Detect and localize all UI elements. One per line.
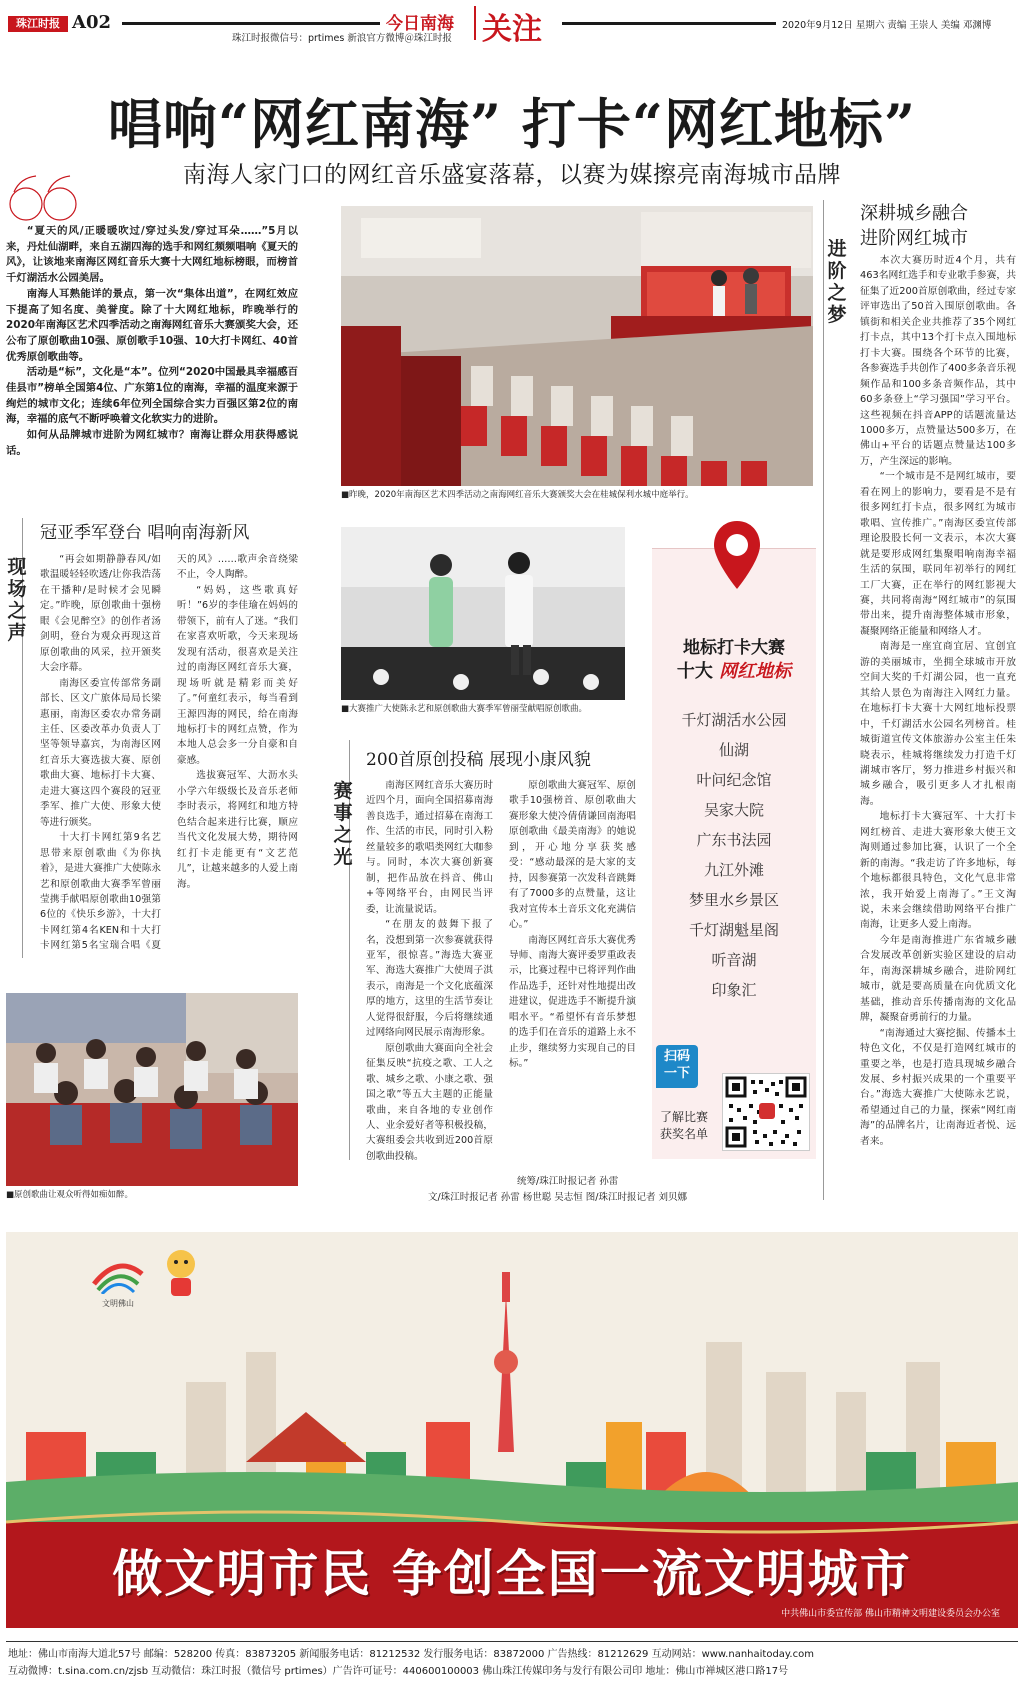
lead-paragraph: 南海人耳熟能详的景点，第一次“集体出道”，在网红效应下提高了知名度、美誉度。除了十大网红地标，昨晚举行的2020年南海区艺术四季活动之南海网红音乐大赛颁奖大会，还公布了原创歌曲10强、原创歌手10强、10大打卡网红、40首优秀原创歌曲等。 [6,287,298,363]
section3-paragraph: 今年是南海推进广东省城乡融合发展改革创新实验区建设的启动年，南海深耕城乡融合，进阶网红城市，就是要高质量在向优质文化基础，推动音乐传播南海的文化品牌，凝聚奋勇前行的力量。 [860,934,1016,1024]
civility-logo [88,1254,148,1310]
section1-paragraph: 南海区委宣传部常务副部长、区文广旅体局局长梁惠丽，南海区委农办常务副主任、区委改革办负责人丁坚等领导嘉宾，为南海区网红音乐大赛选拔大赛、原创歌曲大赛、地标打卡大赛、走进大赛这四个赛段的冠亚季军、推广大使、形象大使等进行颁奖。 [40,677,161,828]
landmark-item: 千灯湖活水公园 [681,711,787,729]
section3-body [860,253,1016,1149]
section1-paragraph: 十大打卡网红第9名艺思带来原创歌曲《为你执着》，是进大赛推广大使陈永艺和原创歌曲大赛季军曾丽莹携手献唱原创歌曲10强第6位的《快乐乡游》，十大打卡网红第4名KEN和十大打卡网红第5名宝瑞合唱《夏天的风》……歌声余音绕梁不止，令人陶醉。 [40,554,298,952]
section1-vertical-heading: 现场之声 [7,556,27,644]
scan-badge-line2: 一下 [663,1066,690,1081]
section-name: 今日南海 [386,14,454,34]
landmarks-title-emphasis: 网红地标 [719,661,792,682]
landmark-item: 叶问纪念馆 [696,771,772,789]
page-number: A02 [72,12,112,33]
landmark-item: 广东书法园 [696,831,772,849]
lead-text [6,224,298,460]
landmark-item: 印象汇 [711,981,757,999]
section3-paragraph: “南海通过大赛挖掘、传播本土特色文化，不仅是打造网红城市的重要之举，也是打造具现城乡融合发展、乡村振兴成果的一个重要平台。”海选大赛推广大使陈永艺说，希望通过自己的力量，探索“网红南海”的品牌名片，让南海近者悦、远者来。 [860,1027,1016,1147]
landmarks-title-line1: 地标打卡大赛 [683,638,785,658]
section3-paragraph: “一个城市是不是网红城市，要看在网上的影响力，要看是不是有很多网红打卡点，很多网红为城市歌唱、宣传推广。”南海区委宣传部理论股股长何一文表示，本次大赛就是要形成网红集聚唱响南海幸福生活的氛围，联同年初举行的网红工厂大赛，正在举行的网红影视大赛，共同将南海“网红城市”的氛围带出来，提升南海整体城市形象，凝聚网络正能量和网络人才。 [860,471,1016,637]
section2-paragraph: 南海区网红音乐大赛历时近四个月，面向全国招募南海善良选手，通过招募在南海工作、生活的市民，同时引入粉丝量较多的歌唱类网红大咖参与。同时，本次大赛创新赛制，把作品放在抖音、佛山+等网络平台，由网民当评委，让流量说话。 [366,780,493,915]
section3-vertical-heading: 进阶之梦 [827,238,847,326]
masthead-rule-left [122,22,380,25]
know-results [660,1109,708,1143]
section1-paragraph: “妈妈，这些歌真好听！”6岁的李佳瑜在妈妈的带领下，前有人了迷。“我们在家喜欢听歌，今天来现场发现有活动，很喜欢是关注过的南海区网红音乐大赛，现场听就是精彩而美好了。”何童红表示，每当看到王源四海的网民，给在南海地标打卡的网红点赞，作为本地人总会多一分自豪和自豪感。 [177,584,298,766]
quote-mark-icon [6,174,80,224]
section2-paragraph: 原创歌曲大赛冠军、原创歌手10强榜首、原创歌曲大赛形象大使冷倩倩谦回南海唱原创歌曲《最美南海》的她说到，开心地分享获奖感受：“感动最深的是大家的支持，因参赛第一次发科音跳舞有了7000多的点赞量，这让我对宣传本土音乐文化充满信心。” [509,780,636,931]
section2-title: 200首原创投稿 展现小康风貌 [366,750,591,770]
civility-logo-icon [88,1254,148,1294]
ceremony-photo-caption: ■昨晚，2020年南海区艺术四季活动之南海网红音乐大赛颁奖大会在桂城保利水城中庭举行。 [341,490,694,500]
landmark-item: 吴家大院 [703,801,764,819]
section1-paragraph: “再会如期静静春风/如歌温暖轻轻吹透/让你我浩荡在干播种/是时候才会见瞬定。”昨晚，原创歌曲十强榜眼《会见醉空》的创作者汤剑明，登台为观众再现这首原创歌曲的风采，拉开颁奖大会序幕。 [40,554,161,674]
singers-photo-caption: ■大赛推广大使陈永艺和原创歌曲大赛季军曾丽莹献唱原创歌曲。 [341,704,588,714]
section3-paragraph: 南海是一座宜商宜居、宜创宜游的美丽城市，坐拥全球城市开放空间大奖的千灯湖公园，也一直充其给人景色为南海注入网红力量。在地标打卡大赛十大网红地标投票中，千灯湖活水公园名列榜首。桂城街道宣传文体旅游办公室主任朱晓表示，桂城将继续发力打造千灯湖城市客厅，努力推进乡村振兴和城乡融合，吸引更多人才扎根南海。 [860,641,1016,807]
map-pin-icon [712,519,762,591]
know-results-line1: 了解比赛 [660,1110,709,1124]
newspaper-logo: 珠江时报 [8,16,68,32]
headline-title: 唱响“网红南海” 打卡“网红地标” [107,92,917,156]
landmarks-title-prefix: 十大 [676,661,713,682]
section3-paragraph: 本次大赛历时近4个月，共有463名网红选手和专业歌手参赛，共征集了近200首原创歌曲，经过专家评审选出了50首入围原创歌曲。各镇街和相关企业共推荐了35个网红打卡点，其中13个打卡点入围地标打卡大赛。围绕各个环节的比赛，各参赛选手共创作了400多条音乐视频作品和100多条音频作品，其中60多条登上“学习强国”学习平台。这些视频在抖音APP的话题流量达1000多万，点赞量达500多万，在佛山+平台的话题点赞量达100多万，产生深远的影响。 [860,255,1016,467]
mascot-icon [156,1244,206,1300]
section3-divider [823,200,824,1200]
landmarks-list [652,705,816,1005]
headline-subtitle: 南海人家门口的网红音乐盛宴落幕，以赛为媒擦亮南海城市品牌 [183,162,841,188]
lead-paragraph: 如何从品牌城市进阶为网红城市？南海让群众用获得感说话。 [6,429,298,457]
scan-badge-line1: 扫码 [663,1049,690,1064]
audience-photo-caption: ■原创歌曲让观众听得如痴如醉。 [6,1190,134,1200]
landmark-item: 梦里水乡景区 [688,891,779,909]
column-name: 关注 [482,12,542,47]
section2-paragraph: “在朋友的鼓舞下报了名，没想到第一次参赛就获得亚军，很惊喜。”海选大赛亚军、海选大赛推广大使周子淇表示，南海是一个文化底蕴深厚的地方，这里的生活节奏让人觉得很舒服，今后将继续通过网络向网民展示南海形象。 [366,919,493,1039]
footer-line2: 互动微博：t.sina.com.cn/zjsb 互动微信：珠江时报（微信号 prtimes）广告许可证号：440600100003 佛山珠江传媒印务与发行有限公司印 地址：佛山市禅城区港口路17号 [8,1666,789,1677]
section1-body [40,552,298,972]
section2-body [366,778,636,1168]
qr-code[interactable] [722,1073,810,1151]
masthead-rule-right [562,22,776,25]
civility-logo-text: 文明佛山 [102,1299,134,1308]
lead-paragraph: “夏天的风/正暖暖吹过/穿过头发/穿过耳朵……”5月以来，丹灶仙湖畔，来自五湖四海的选手和网红频频唱响《夏天的风》，让该地来南海区网红音乐大赛十大网红地标榜眼，而榜首千灯湖活水公园美居。 [6,225,298,285]
ceremony-photo [341,206,813,486]
section3-title-line2: 进阶网红城市 [860,228,968,249]
landmarks-box [652,548,816,1159]
section1-paragraph: 选拔赛冠军、大沥水头小学六年级级长及音乐老师李时表示，将网红和地方特色结合起来进行比赛，顺应当代文化发展大势，期待网红打卡走能更有“文艺范儿”，让越来越多的人爱上南海。 [177,770,298,890]
section2-paragraph: 南海区网红音乐大赛优秀导师、南海大赛评委罗重政表示，比赛过程中已将评判作曲作品选手，还针对性地提出改进建议，促进选手不断提升演唱水平。“希望怀有音乐梦想的选手们在音乐的道路上永不止步，继续努力实现自己的目标。” [509,934,636,1070]
civility-slogan: 做文明市民 争创全国一流文明城市 [112,1544,912,1603]
lead-paragraph: 活动是“标”，文化是“本”。位列“2020中国最具幸福感百佳县市”榜单全国第4位、广东第1位的南海，幸福的温度来源于绚烂的城市文化；连续6年位列全国综合实力百强区第2位的南海，幸福的底气不断呼唤着文化软实力的进阶。 [6,366,298,426]
landmarks-title-line2 [652,657,816,683]
footer-rule [6,1641,1018,1642]
section2-vertical-heading: 赛事之光 [333,780,353,868]
credits-line1: 统筹/珠江时报记者 孙雷 [517,1176,619,1187]
wechat-info: 珠江时报微信号：prtimes 新浪官方微博＠珠江时报 [232,33,452,44]
singers-photo [341,527,625,700]
landmark-item: 听音湖 [711,951,757,969]
audience-photo [6,993,298,1186]
credits-line2: 文/珠江时报记者 孙雷 杨世聪 吴志恒 图/珠江时报记者 刘贝娜 [428,1192,688,1203]
section1-title: 冠亚季军登台 唱响南海新风 [40,523,250,543]
civility-org: 中共佛山市委宣传部 佛山市精神文明建设委员会办公室 [781,1609,1000,1619]
landmark-item: 仙湖 [718,741,749,759]
section3-title-line1: 深耕城乡融合 [860,203,968,224]
section2-paragraph: 原创歌曲大赛面向全社会征集反映“抗疫之歌、工人之歌、城乡之歌、小康之歌、强国之歌”等五大主题的正能量歌曲，来自各地的专业创作人、业余爱好者等积极投稿，大赛组委会共收到近200首原创歌曲投稿。 [366,1042,493,1162]
section-divider [474,6,476,40]
landmark-item: 九江外滩 [703,861,764,879]
footer-line1: 地址：佛山市南海大道北57号 邮编：528200 传真：83873205 新闻服务电话：81212532 发行服务电话：83872000 广告热线：81212629 互动网站：www.nanhaitoday.com [8,1649,814,1660]
issue-date: 2020年9月12日 星期六 责编 王崇人 美编 邓渊博 [782,20,992,31]
masthead [0,0,1024,48]
civility-banner [6,1232,1018,1628]
landmark-item: 千灯湖魁星阁 [688,921,779,939]
section3-paragraph: 地标打卡大赛冠军、十大打卡网红榜首、走进大赛形象大使王文淘则通过参加比赛，认识了一个全新的南海。“我走访了许多地标，每个地标都很具特色，文化气息非常浓，我开始爱上南海了。”王文淘说，未来会继续借助网络平台推广南海，让更多人爱上南海。 [860,811,1016,931]
know-results-line2: 获奖名单 [660,1127,709,1141]
scan-badge [656,1045,698,1088]
